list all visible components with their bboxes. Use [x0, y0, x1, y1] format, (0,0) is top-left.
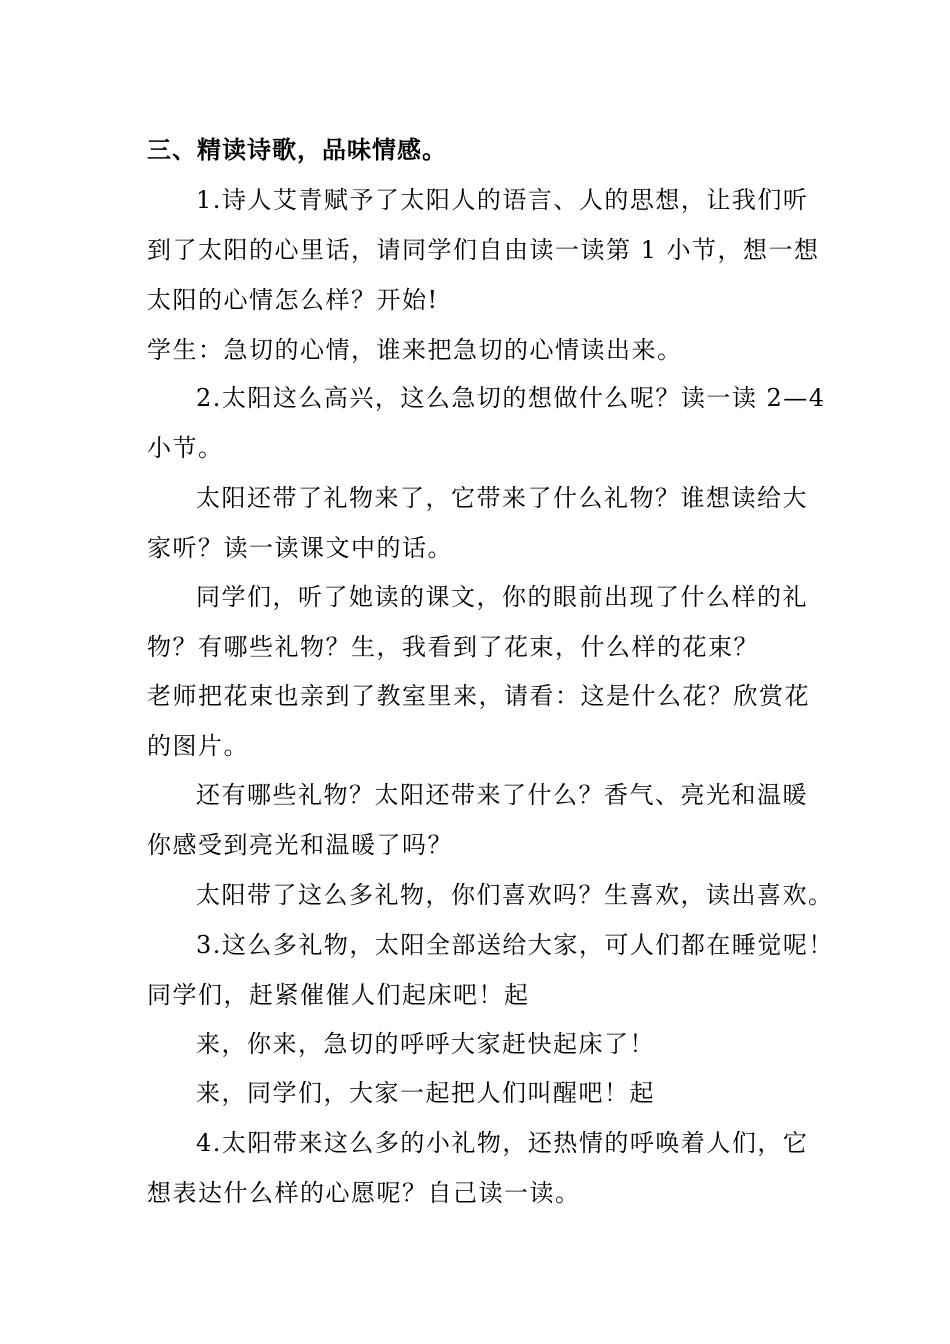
paragraph-line: 还有哪些礼物？太阳还带来了什么？香气、亮光和温暖: [196, 781, 808, 809]
paragraph-line: 太阳的心情怎么样？开始!: [147, 286, 439, 314]
paragraph-line: 来，同学们，大家一起把人们叫醒吧！起: [196, 1079, 655, 1107]
paragraph-line: 的图片。: [147, 732, 249, 760]
paragraph-line: 3.这么多礼物，太阳全部送给大家，可人们都在睡觉呢！: [196, 931, 834, 959]
paragraph-line: 4.太阳带来这么多的小礼物，还热情的呼唤着人们，它: [196, 1129, 809, 1157]
paragraph-line: 1.诗人艾青赋予了太阳人的语言、人的思想，让我们听: [196, 186, 809, 214]
paragraph-line: 小节。: [147, 434, 224, 462]
paragraph-line: 2.太阳这么高兴，这么急切的想做什么呢？读一读 2—4: [196, 384, 826, 412]
paragraph-line: 到了太阳的心里话，请同学们自由读一读第 1 小节，想一想: [147, 236, 820, 264]
paragraph-line: 学生：急切的心情，谁来把急切的心情读出来。: [147, 336, 683, 364]
paragraph-line: 物？有哪些礼物？生，我看到了花束，什么样的花束？: [147, 633, 759, 661]
section-heading: 三、精读诗歌，品味情感。: [147, 136, 447, 164]
paragraph-line: 太阳还带了礼物来了，它带来了什么礼物？谁想读给大: [196, 484, 808, 512]
paragraph-line: 同学们，赶紧催催人们起床吧！起: [147, 981, 530, 1009]
paragraph-line: 家听？读一读课文中的话。: [147, 534, 453, 562]
paragraph-line: 想表达什么样的心愿呢？自己读一读。: [147, 1179, 581, 1207]
paragraph-line: 来，你来，急切的呼呼大家赶快起床了！: [196, 1030, 655, 1058]
paragraph-line: 你感受到亮光和温暖了吗？: [147, 831, 453, 859]
paragraph-line: 老师把花束也亲到了教室里来，请看：这是什么花？欣赏花: [147, 682, 810, 710]
paragraph-line: 太阳带了这么多礼物，你们喜欢吗？生喜欢，读出喜欢。: [196, 881, 834, 909]
paragraph-line: 同学们，听了她读的课文，你的眼前出现了什么样的礼: [196, 583, 808, 611]
